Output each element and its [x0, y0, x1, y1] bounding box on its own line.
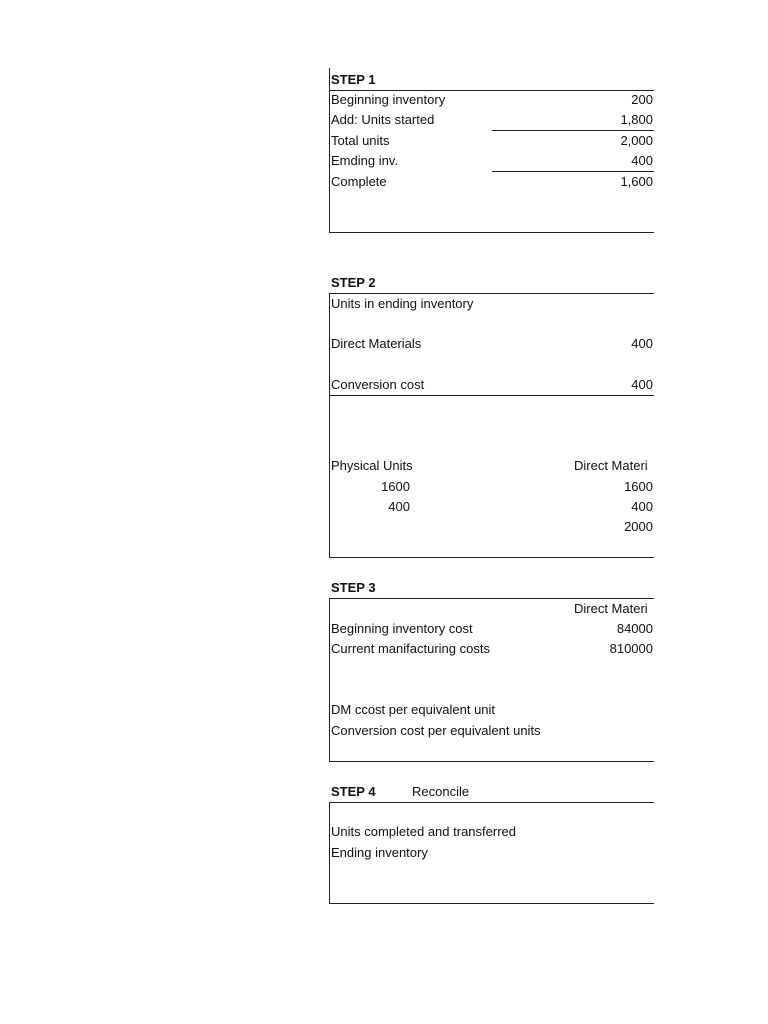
step1-row-label: Total units	[331, 133, 390, 148]
step1-header-rule	[329, 90, 654, 91]
beginning-cost-value: 84000	[616, 621, 653, 636]
step4-subtitle: Reconcile	[412, 784, 470, 799]
step3-direct-materials-header: Direct Materi	[574, 601, 648, 616]
step2-cc-label: Conversion cost	[331, 377, 425, 392]
cc-cost-label: Conversion cost per equivalent units	[331, 723, 541, 738]
direct-materials-cell: 1600	[624, 479, 653, 494]
step2-cc-value: 400	[631, 377, 653, 392]
step2-mid-rule	[329, 395, 654, 396]
step1-row-label: Add: Units started	[331, 112, 435, 127]
step1-row-label: Beginning inventory	[331, 92, 446, 107]
current-costs-value: 810000	[609, 641, 653, 656]
physical-units-cell: 1600	[381, 479, 410, 494]
step1-row-label: Emding inv.	[331, 153, 398, 168]
physical-units-cell: 400	[388, 499, 410, 514]
step2-left-border	[329, 293, 330, 558]
step2-bottom-rule	[329, 557, 654, 558]
ending-inventory-label: Ending inventory	[331, 845, 428, 860]
step4-header-rule	[329, 802, 654, 803]
direct-materials-cell: 400	[631, 499, 653, 514]
step1-subtotal-rule	[492, 130, 654, 131]
step3-left-border	[329, 598, 330, 762]
step1-row-value: 2,000	[620, 133, 653, 148]
direct-materials-total: 2000	[624, 519, 653, 534]
beginning-cost-label: Beginning inventory cost	[331, 621, 473, 636]
step1-subtotal-rule	[492, 171, 654, 172]
direct-materials-header: Direct Materi	[574, 458, 648, 473]
dm-cost-label: DM ccost per equivalent unit	[331, 702, 496, 717]
step4-title: STEP 4	[331, 784, 376, 799]
step1-left-border	[329, 68, 330, 233]
step1-row-value: 200	[631, 92, 653, 107]
step1-row-value: 1,800	[620, 112, 653, 127]
step1-row-value: 1,600	[620, 174, 653, 189]
step2-heading: Units in ending inventory	[331, 296, 474, 311]
step3-header-rule	[329, 598, 654, 599]
step2-title: STEP 2	[331, 275, 376, 290]
units-completed-label: Units completed and transferred	[331, 824, 516, 839]
step1-row-value: 400	[631, 153, 653, 168]
step4-left-border	[329, 802, 330, 904]
step4-bottom-rule	[329, 903, 654, 904]
step1-title: STEP 1	[331, 72, 376, 87]
step1-row-label: Complete	[331, 174, 387, 189]
step3-title: STEP 3	[331, 580, 376, 595]
step2-header-rule	[329, 293, 654, 294]
physical-units-header: Physical Units	[331, 458, 413, 473]
current-costs-label: Current manifacturing costs	[331, 641, 490, 656]
step2-dm-value: 400	[631, 336, 653, 351]
step2-dm-label: Direct Materials	[331, 336, 422, 351]
step3-bottom-rule	[329, 761, 654, 762]
step1-bottom-rule	[329, 232, 654, 233]
